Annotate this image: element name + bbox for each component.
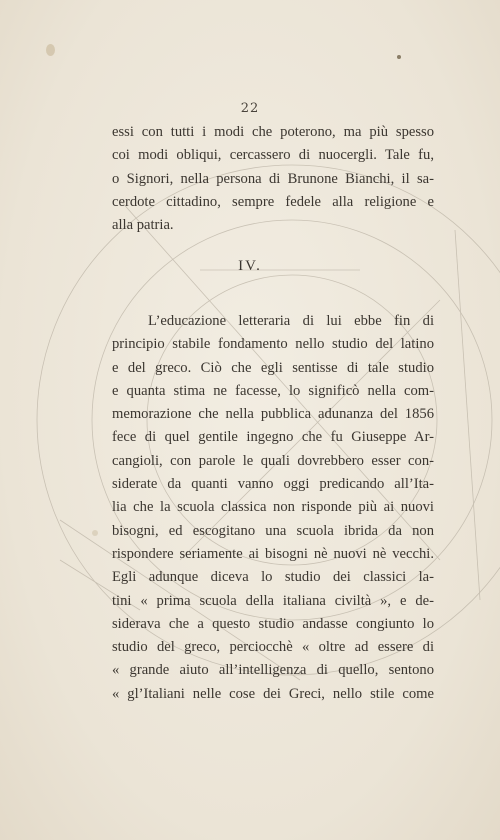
text-line: tini « prima scuola della italiana civiltà », e de-	[112, 592, 434, 609]
section-heading: IV.	[238, 258, 262, 274]
text-line: L’educazione letteraria di lui ebbe fin di	[148, 313, 434, 329]
text-line: alla patria.	[112, 217, 174, 234]
paragraph-1	[112, 121, 434, 237]
text-line: bisogni, ed escogitano una scuola ibrida da non	[112, 522, 434, 539]
text-line: o Signori, nella persona di Brunone Bianchi, il sa-	[112, 170, 434, 187]
text-line: coi modi obliqui, cercassero di nuocergli. Tale fu,	[112, 147, 434, 164]
text-line: Egli adunque diceva lo studio dei classici la-	[112, 569, 434, 586]
text-line: fece di quel gentile ingegno che fu Giuseppe Ar-	[112, 429, 434, 446]
text-line: siderava che a questo studio andasse congiunto lo	[112, 615, 434, 632]
ink-spot	[46, 44, 55, 56]
text-line: e del greco. Ciò che egli sentisse di tale studio	[112, 359, 434, 376]
ink-spot	[92, 530, 98, 536]
text-line: essi con tutti i modi che poterono, ma più spesso	[112, 124, 434, 140]
text-line: principio stabile fondamento nello studio del latino	[112, 336, 434, 353]
text-line: lia che la scuola classica non risponde più ai nuovi	[112, 499, 434, 516]
text-line: siderate da quanti vanno oggi predicando all’Ita-	[112, 476, 434, 493]
text-line: cangioli, con parole le quali dovrebbero esser con-	[112, 452, 434, 469]
text-line: « grande aiuto all’intelligenza di quello, sentono	[112, 662, 434, 679]
page-number: 22	[240, 101, 260, 116]
ink-dot	[397, 55, 401, 59]
text-line: e quanta stima ne facesse, lo significò nella com-	[112, 382, 434, 399]
text-line: « gl’Italiani nelle cose dei Greci, nello stile come	[112, 685, 434, 702]
text-line: memorazione che nella pubblica adunanza del 1856	[112, 406, 434, 423]
text-line: rispondere seriamente ai bisogni nè nuovi nè vecchi.	[112, 545, 434, 562]
text-line: cerdote cittadino, sempre fedele alla religione e	[112, 193, 434, 210]
paragraph-2	[112, 310, 434, 706]
text-line: studio del greco, perciocchè « oltre ad essere di	[112, 639, 434, 656]
